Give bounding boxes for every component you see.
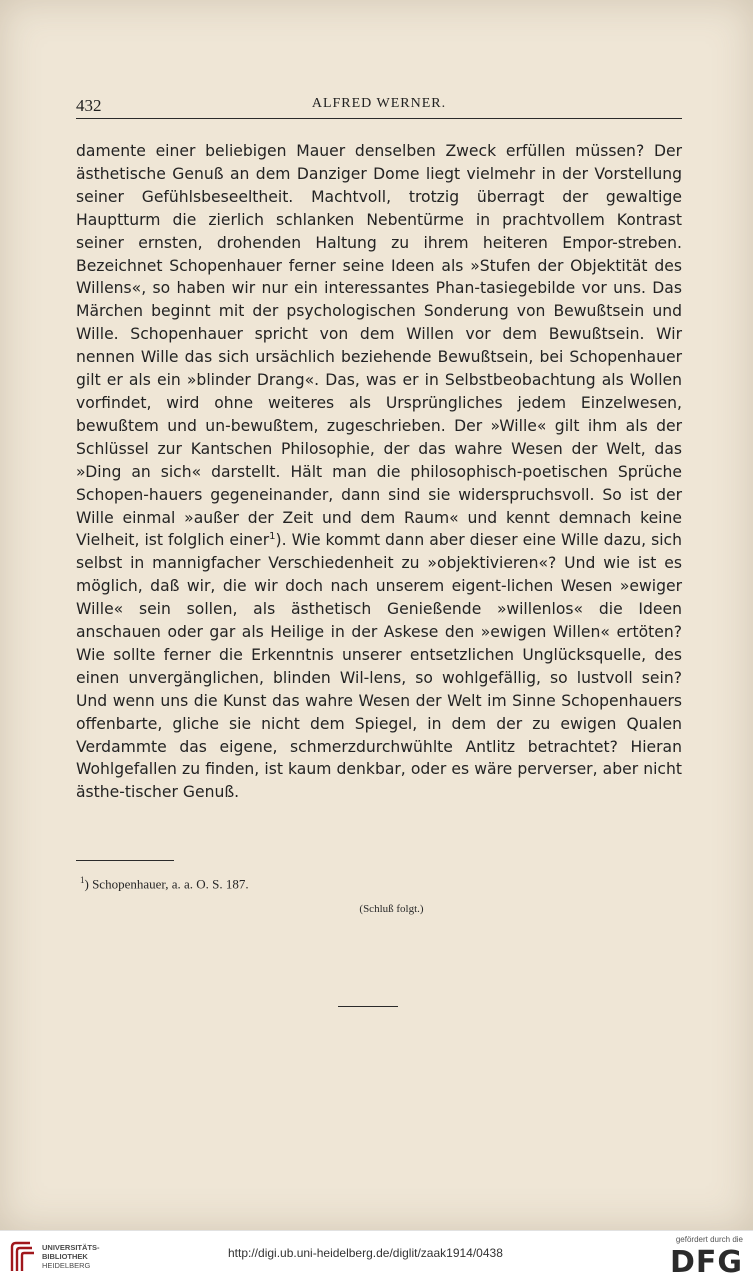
- body-text-part-1: damente einer beliebigen Mauer denselben Zweck erfüllen müssen? Der ästhetische Genuß an dem Danziger Dome liegt vielmehr in der Vorstellung seiner Gefühlsbeseeltheit. Machtvoll, trotzig überragt der gewaltige Hauptturm die zierlich schlanken Nebentürme in prachtvollem Kontrast seiner ernsten, drohenden Haltung zu ihrem heiteren Empor-streben. Bezeichnet Schopenhauer ferner seine Ideen als »Stufen der Objektität des Willens«, so haben wir nur ein interessantes Phan-tasiegebilde vor uns. Das Märchen beginnt mit der psychologischen Sonderung von Bewußtsein und Wille. Schopenhauer spricht von dem Willen vor dem Bewußtsein. Wir nennen Wille das sich ursächlich beziehende Bewußtsein, bei Schopenhauer gilt er als ein »blinder Drang«. Das, was er in Selbstbeobachtung als Wollen vorfindet, wird ohne weiteres als Ursprüngliches jedem Einzelwesen, bewußtem und un-bewußtem, zugeschrieben. Der »Wille« gilt ihm als der Schlüssel zur Kantschen Philosophie, der das wahre Wesen der Welt, das »Ding an sich« darstellt. Hält man die philosophisch-poetischen Sprüche Schopen-hauers gegeneinander, dann sind sie widerspruchsvoll. So ist der Wille einmal »außer der Zeit und dem Raum« und kennt demnach keine Vielheit, ist folglich einer: [76, 142, 682, 550]
- viewer-footer: [0, 1230, 753, 1284]
- footnote-reference[interactable]: 1: [269, 531, 276, 543]
- funder-caption: gefördert durch die: [675, 1235, 743, 1244]
- page-header: [76, 94, 682, 119]
- library-name: UNIVERSITÄTS- BIBLIOTHEK HEIDELBERG: [42, 1243, 100, 1270]
- footnote-marker: 1: [80, 875, 85, 885]
- continued-note: (Schluß folgt.): [359, 903, 424, 915]
- dfg-logo-icon[interactable]: DFG: [669, 1245, 743, 1280]
- body-text-part-2: ). Wie kommt dann aber dieser eine Wille dazu, sich selbst in mannigfacher Verschiedenheit zu »objektivieren«? Und wie ist es möglich, daß wir, die wir doch nach unserem eigent-lichen Wesen »ewiger Wille« sein sollen, als ästhetisch Genießende »willenlos« die Ideen anschauen oder gar als Heilige in der Askese den »ewigen Willen« ertöten? Wie sollte ferner die Erkenntnis unserer entsetzlichen Unglücksquelle, des einen unvergänglichen, blinden Wil-lens, so wohlgefällig, so lustvoll sein? Und wenn uns die Kunst das wahre Wesen der Welt im Sinne Schopenhauers offenbarte, gliche sie nicht dem Spiegel, in dem der zu ewigen Qualen Verdammte das eigene, schmerzdurchwühlte Antlitz betrachtet? Hieran Wohlgefallen zu finden, ist kaum denkbar, oder es wäre perverser, aber nicht ästhe-tischer Genuß.: [76, 531, 682, 802]
- footnote-text: ) Schopenhauer, a. a. O. S. 187.: [84, 876, 249, 892]
- page-number: 432: [76, 96, 102, 115]
- end-divider: [338, 1006, 398, 1007]
- footnote: [80, 875, 249, 892]
- body-paragraph: [76, 140, 682, 804]
- library-logo-icon[interactable]: [8, 1239, 38, 1275]
- permalink-url[interactable]: http://digi.ub.uni-heidelberg.de/diglit/zaak1914/0438: [228, 1246, 503, 1260]
- running-title: ALFRED WERNER.: [311, 96, 447, 111]
- footnote-divider: [76, 860, 174, 861]
